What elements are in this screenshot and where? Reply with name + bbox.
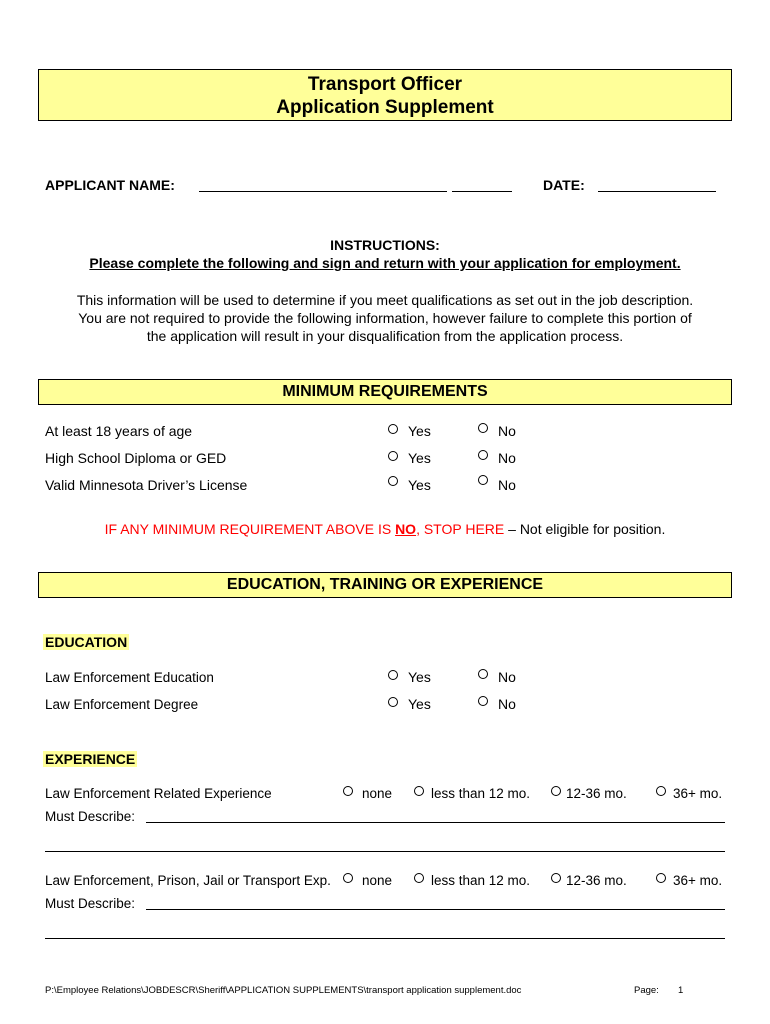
exp-prison-lt12-radio[interactable] <box>414 873 424 883</box>
exp-related-36plus-label: 36+ mo. <box>673 786 723 801</box>
exp-prison-lt12-label: less than 12 mo. <box>431 873 531 888</box>
instructions-body-line3: the application will result in your disqualification from the application process. <box>146 328 624 344</box>
req-age-no-radio[interactable] <box>478 423 488 433</box>
req-age-yes-radio[interactable] <box>388 424 398 434</box>
exp-prison-36plus-radio[interactable] <box>656 873 666 883</box>
instructions-body-line1: This information will be used to determine if you meet qualifications as set out in the job description. <box>76 292 694 308</box>
req-license-yes-label: Yes <box>408 477 431 493</box>
footer-page-label: Page: <box>634 985 659 996</box>
exp-related-describe-line1[interactable] <box>146 822 725 823</box>
edu-le-education-no-label: No <box>498 669 516 685</box>
exp-related-12-36-label: 12-36 mo. <box>566 786 627 801</box>
exp-prison-label: Law Enforcement, Prison, Jail or Transport Exp. <box>45 873 331 888</box>
stop-warning <box>38 521 732 537</box>
exp-related-12-36-radio[interactable] <box>551 786 561 796</box>
req-diploma-label: High School Diploma or GED <box>45 450 227 466</box>
edu-le-degree-yes-radio[interactable] <box>388 697 398 707</box>
applicant-name-field[interactable] <box>199 191 447 192</box>
exp-related-none-radio[interactable] <box>343 786 353 796</box>
instructions-body <box>38 291 732 345</box>
education-training-banner: EDUCATION, TRAINING OR EXPERIENCE <box>38 572 732 598</box>
exp-prison-12-36-label: 12-36 mo. <box>566 873 627 888</box>
req-license-yes-radio[interactable] <box>388 476 398 486</box>
exp-prison-describe-line1[interactable] <box>146 909 725 910</box>
title-line2: Application Supplement <box>276 97 494 118</box>
minimum-requirements-banner: MINIMUM REQUIREMENTS <box>38 379 732 405</box>
edu-le-degree-no-label: No <box>498 696 516 712</box>
education-subheading: EDUCATION <box>45 634 128 650</box>
title-line1: Transport Officer <box>307 74 463 95</box>
exp-prison-36plus-label: 36+ mo. <box>673 873 723 888</box>
stop-warning-suffix: , STOP HERE <box>416 521 505 537</box>
exp-prison-none-radio[interactable] <box>343 873 353 883</box>
exp-related-describe-label: Must Describe: <box>45 809 136 824</box>
experience-subheading: EXPERIENCE <box>45 751 136 767</box>
instructions-subheading: Please complete the following and sign and return with your application for employment. <box>89 255 681 271</box>
req-diploma-yes-radio[interactable] <box>388 451 398 461</box>
req-license-no-radio[interactable] <box>478 475 488 485</box>
instructions-heading: INSTRUCTIONS: <box>330 237 440 253</box>
edu-le-degree-no-radio[interactable] <box>478 696 488 706</box>
req-diploma-no-label: No <box>498 450 516 466</box>
edu-le-education-label: Law Enforcement Education <box>45 670 214 685</box>
req-age-yes-label: Yes <box>408 423 431 439</box>
date-label: DATE: <box>543 177 585 193</box>
edu-le-education-no-radio[interactable] <box>478 669 488 679</box>
req-age-no-label: No <box>498 423 516 439</box>
exp-prison-describe-line2[interactable] <box>45 938 725 939</box>
exp-related-none-label: none <box>362 786 393 801</box>
stop-warning-tail: – Not eligible for position. <box>504 521 666 537</box>
exp-related-label: Law Enforcement Related Experience <box>45 786 272 801</box>
title-banner <box>38 69 732 121</box>
edu-le-education-yes-label: Yes <box>408 669 431 685</box>
edu-le-degree-yes-label: Yes <box>408 696 431 712</box>
stop-warning-prefix: IF ANY MINIMUM REQUIREMENT ABOVE IS <box>104 521 396 537</box>
exp-related-lt12-radio[interactable] <box>414 786 424 796</box>
footer-page-number: 1 <box>678 985 684 996</box>
exp-prison-12-36-radio[interactable] <box>551 873 561 883</box>
exp-prison-describe-label: Must Describe: <box>45 896 136 911</box>
date-field[interactable] <box>598 191 716 192</box>
instructions-body-line2: You are not required to provide the following information, however failure to complete this portion of <box>78 310 692 326</box>
exp-related-36plus-radio[interactable] <box>656 786 666 796</box>
stop-warning-no: NO <box>395 521 417 537</box>
req-diploma-yes-label: Yes <box>408 450 431 466</box>
applicant-name-field-extra[interactable] <box>452 191 512 192</box>
req-license-no-label: No <box>498 477 516 493</box>
exp-related-lt12-label: less than 12 mo. <box>431 786 531 801</box>
edu-le-education-yes-radio[interactable] <box>388 670 398 680</box>
req-diploma-no-radio[interactable] <box>478 450 488 460</box>
req-license-label: Valid Minnesota Driver’s License <box>45 477 248 493</box>
footer-path: P:\Employee Relations\JOBDESCR\Sheriff\APPLICATION SUPPLEMENTS\transport application supplement.doc <box>45 985 522 996</box>
exp-related-describe-line2[interactable] <box>45 851 725 852</box>
req-age-label: At least 18 years of age <box>45 423 193 439</box>
edu-le-degree-label: Law Enforcement Degree <box>45 697 199 712</box>
exp-prison-none-label: none <box>362 873 393 888</box>
applicant-name-label: APPLICANT NAME: <box>45 177 175 193</box>
